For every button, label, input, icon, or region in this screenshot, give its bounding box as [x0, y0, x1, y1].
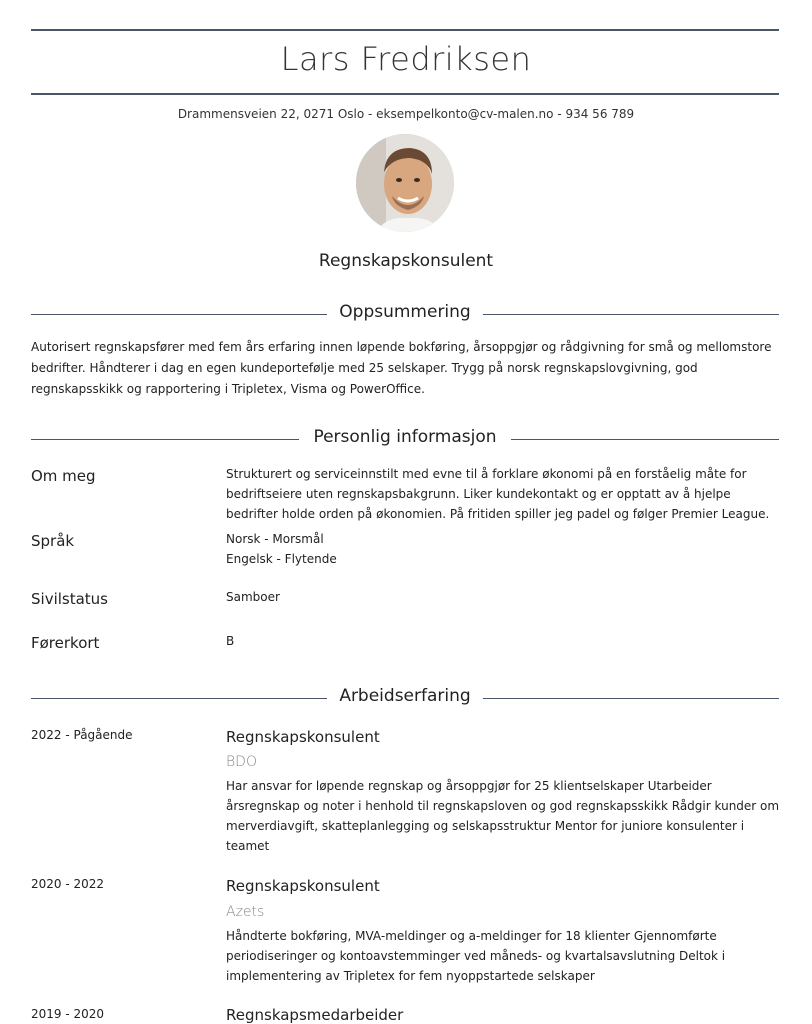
drivers-license-label: Førerkort: [31, 634, 100, 652]
person-name: Lars Fredriksen: [280, 40, 532, 78]
languages-value: [226, 529, 782, 569]
language-item: Engelsk - Flytende: [226, 552, 337, 566]
top-rule: [31, 29, 779, 31]
avatar-illustration: [356, 134, 454, 232]
civil-status-label: Sivilstatus: [31, 590, 108, 608]
job-title: Regnskapskonsulent: [226, 728, 380, 746]
job-period: 2019 - 2020: [31, 1007, 105, 1021]
languages-label: Språk: [31, 532, 75, 550]
section-title: Arbeidserfaring: [339, 686, 471, 706]
section-title: Oppsummering: [339, 302, 471, 322]
job-period: 2022 - Pågående: [31, 728, 133, 742]
job-description: Har ansvar for løpende regnskap og årsoppgjør for 25 klientselskaper Utarbeider årsregnskap og noter i henhold til regnskapsloven og god regnskapsskikk Rådgir kunder om merverdiavgift, skatteplanlegging og selskapsstruktur Mentor for juniore konsulenter i teamet: [226, 779, 780, 853]
name-underline-rule: [31, 93, 779, 95]
section-experience-header: [31, 686, 779, 710]
section-personal-header: [31, 427, 779, 451]
section-summary-header: [31, 302, 779, 326]
section-rule-right: [483, 314, 779, 315]
about-value: Strukturert og serviceinnstilt med evne til å forklare økonomi på en forståelig måte for bedriftseiere uten regnskapsbakgrunn. Liker kundekontakt og er opptatt av å hjelpe bedrifter holde orden på økonomien. På fritiden spiller jeg padel og følger Premier League.: [226, 467, 770, 521]
section-rule-right: [483, 698, 779, 699]
job-description: Håndterte bokføring, MVA-meldinger og a-meldinger for 18 klienter Gjennomførte periodiseringer og kontoavstemminger ved måneds- og kvartalsavslutning Deltok i implementering av Tripletex for fem nyoppstartede selskaper: [226, 929, 726, 983]
headline-job-title: Regnskapskonsulent: [318, 251, 494, 271]
about-label: Om meg: [31, 467, 96, 485]
job-title: Regnskapskonsulent: [226, 877, 380, 895]
section-rule-right: [511, 439, 779, 440]
profile-photo: [356, 134, 454, 232]
job-company: Azets: [226, 904, 265, 920]
summary-text: Autorisert regnskapsfører med fem års erfaring innen løpende bokføring, årsoppgjør og rådgivning for små og mellomstore bedrifter. Håndterer i dag en egen kundeportefølje med 25 selskaper. Trygg på norsk regnskapslovgivning, god regnskapsskikk og rapportering i Tripletex, Visma og PowerOffice.: [31, 340, 772, 396]
civil-status-value: Samboer: [226, 590, 280, 604]
job-title: Regnskapsmedarbeider: [226, 1006, 404, 1024]
contact-line: Drammensveien 22, 0271 Oslo - eksempelkonto@cv-malen.no - 934 56 789: [177, 107, 635, 121]
section-title: Personlig informasjon: [313, 427, 497, 447]
drivers-license-value: B: [226, 634, 235, 648]
language-item: Norsk - Morsmål: [226, 532, 324, 546]
job-period: 2020 - 2022: [31, 877, 105, 891]
job-company: BDO: [226, 754, 257, 770]
